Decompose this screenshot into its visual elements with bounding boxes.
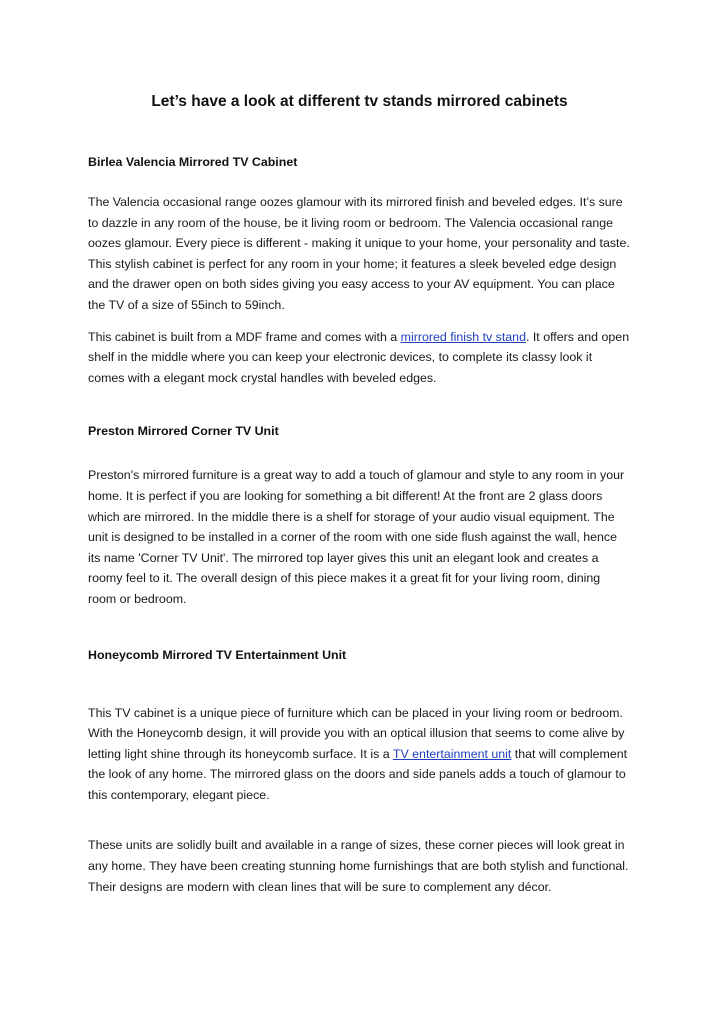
paragraph-birlea-1: The Valencia occasional range oozes glamour with its mirrored finish and beveled edges. It’s sure to dazzle in any room of the house, be it living room or bedroom. The Valencia occasional range oozes glamour. Every piece is different - making it unique to your home, your personality and taste. This stylish cabinet is perfect for any room in your home; it features a sleek beveled edge design and the drawer open on both sides giving you easy access to your AV equipment. You can place the TV of a size of 55inch to 59inch. (88, 195, 630, 312)
paragraph-preston: Preston's mirrored furniture is a great way to add a touch of glamour and style to any room in your home. It is perfect if you are looking for something a bit different! At the front are 2 glass doors which are mirrored. In the middle there is a shelf for storage of your audio visual equipment. The unit is designed to be installed in a corner of the room with one side flush against the wall, hence its name 'Corner TV Unit'. The mirrored top layer gives this unit an elegant look and creates a roomy feel to it. The overall design of this piece makes it a great fit for your living room, dining room or bedroom. (88, 468, 625, 606)
section-heading-preston: Preston Mirrored Corner TV Unit (88, 424, 279, 439)
section-heading-honeycomb: Honeycomb Mirrored TV Entertainment Unit (88, 647, 347, 662)
paragraph-text: This TV cabinet is a unique piece of furniture which can be placed in your living room or bedroom. With the Honeycomb design, it will provide you with an optical illusion that seems to come alive by letting light shine through its honeycomb surface. It is a (88, 705, 625, 761)
link-tv-entertainment-unit[interactable]: TV entertainment unit (392, 746, 512, 761)
paragraph-text: This cabinet is built from a MDF frame and comes with a (88, 329, 401, 344)
paragraph-closing: These units are solidly built and available in a range of sizes, these corner pieces will look great in any home. They have been creating stunning home furnishings that are both stylish and functional. Their designs are modern with clean lines that will be sure to complement any décor. (88, 838, 629, 894)
paragraph-text: . It offers and open shelf in the middle where you can keep your electronic devices, to complete its classy look it comes with a elegant mock crystal handles with beveled edges. (88, 329, 630, 385)
link-mirrored-finish-tv-stand[interactable]: mirrored finish tv stand (400, 329, 526, 344)
paragraph-honeycomb (88, 703, 631, 806)
page-title: Let’s have a look at different tv stands mirrored cabinets (151, 93, 568, 110)
paragraph-text: that will complement the look of any home. The mirrored glass on the doors and side panels adds a touch of glamour to this contemporary, elegant piece. (88, 746, 628, 802)
paragraph-birlea-2 (88, 327, 631, 389)
section-heading-birlea: Birlea Valencia Mirrored TV Cabinet (88, 155, 298, 169)
